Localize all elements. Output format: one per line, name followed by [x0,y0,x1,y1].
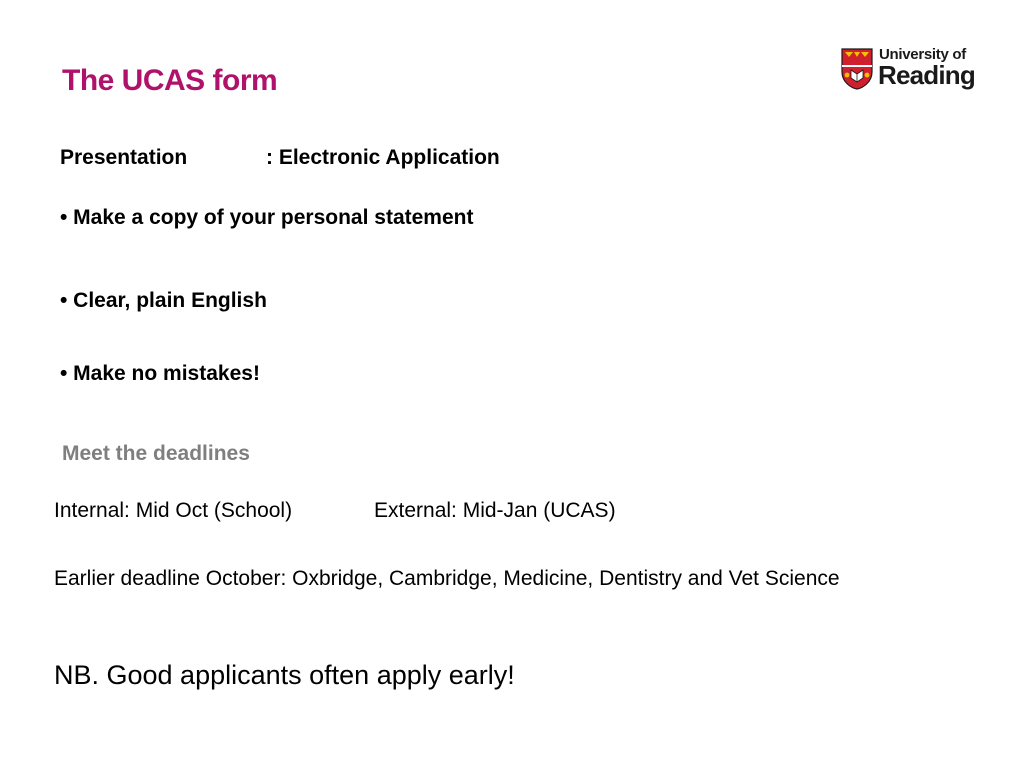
external-deadline: External: Mid-Jan (UCAS) [374,499,616,522]
earlier-deadline-text: Earlier deadline October: Oxbridge, Cambridge, Medicine, Dentistry and Vet Science [54,567,840,590]
deadlines-subheading: Meet the deadlines [62,442,250,465]
bullet-item: • Make a copy of your personal statement [60,206,474,229]
presentation-value: : Electronic Application [266,146,500,169]
presentation-label: Presentation [60,146,188,169]
logo-text-reading: Reading [878,60,975,90]
university-logo [841,46,981,94]
note-text: NB. Good applicants often apply early! [54,660,515,690]
bullet-item: • Make no mistakes! [60,362,260,385]
internal-deadline: Internal: Mid Oct (School) [54,499,293,522]
bullet-item: • Clear, plain English [60,289,267,312]
logo-text-university-of: University of [879,46,966,63]
slide-title: The UCAS form [62,64,278,97]
shield-icon [841,48,873,90]
